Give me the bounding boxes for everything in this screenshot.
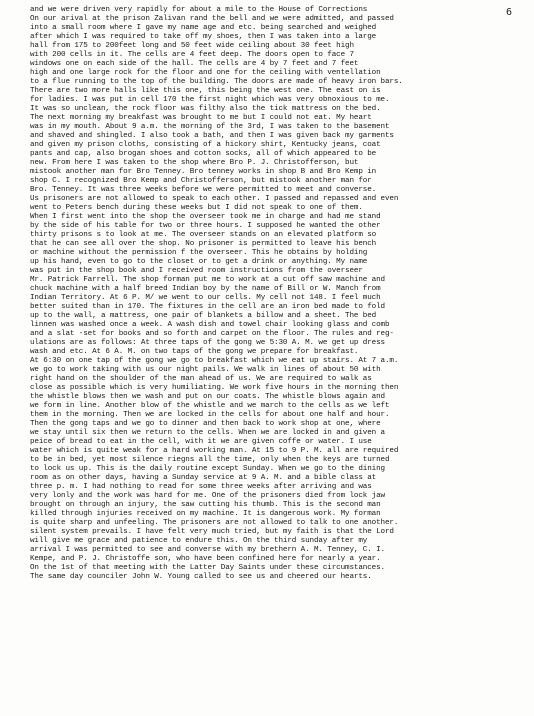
text-line: The same day counciler John W. Young called to see us and cheered our hearts. <box>30 573 372 581</box>
text-line: was put in the shop book and I received room instructions from the overseer <box>30 267 363 275</box>
text-line: ulations are as follows: At three taps of the gong we 5:30 A. M. we get up dress <box>30 339 385 347</box>
text-line: windows one on each side of the hall. The cells are 4 by 7 feet and 7 feet <box>30 60 359 68</box>
text-line: high and one large rock for the floor and one for the ceiling with ventellation <box>30 69 381 77</box>
text-line: thirty prisons s to look at me. The overseer stands on an elevated platform so <box>30 231 377 239</box>
text-line: to be in bed, yet most silence riegns all the time, only when the keys are turned <box>30 456 390 464</box>
text-line: by the side of his table for two or three hours. I supposed he wanted the other <box>30 222 381 230</box>
text-line: Then the gong taps and we go to dinner and then back to work shop at one, where <box>30 420 381 428</box>
text-line: we go to work taking with us our night pails. We walk in lines of about 50 with <box>30 366 381 374</box>
text-line: right hand on the shoulder of the man ahead of us. We are required to walk as <box>30 375 372 383</box>
text-line: mistook another man for Bro Tenney. Bro tenney works in shop B and Bro Kemp in <box>30 168 377 176</box>
text-line: and given my prison cloths, consisting of a hickory shirt, Kentucky jeans, coat <box>30 141 381 149</box>
journal-text-body <box>30 6 525 582</box>
text-line: with 200 cells in it. The cells are 4 feet deep. The doors open to face 7 <box>30 51 354 59</box>
text-line: that he can see all over the shop. No prisoner is permitted to leave his bench <box>30 240 377 248</box>
text-line: we stay until six then we return to the cells. When we are locked in and given a <box>30 429 385 437</box>
text-line: close as possible which is very humiliating. We work five hours in the morning then <box>30 384 399 392</box>
text-line: was in my mouth. About 9 a.m. the morning of the 3rd, I was taken to the basement <box>30 123 390 131</box>
text-line: is quite sharp and unfeeling. The prisoners are not allowed to talk to one another. <box>30 519 399 527</box>
text-line: There are two more halls like this one, this being the west one. The east on is <box>30 87 381 95</box>
text-line: better suited than in 170. The fixtures in the cell are an iron bed made to fold <box>30 303 385 311</box>
text-line: and we were driven very rapidly for about a mile to the House of Corrections <box>30 6 368 14</box>
text-line: brought on through an injury, the saw cutting his thumb. This is the second man <box>30 501 381 509</box>
text-line: chuck machine with a half breed Indian boy by the name of Bill or W. Manch from <box>30 285 381 293</box>
text-line: Bro. Tenney. It was three weeks before we were permitted to meet and converse. <box>30 186 377 194</box>
text-line: to lock us up. This is the daily routine except Sunday. When we go to the dining <box>30 465 385 473</box>
text-line: went to Peters bench during these weeks but I did not speak to one of them. <box>30 204 363 212</box>
text-line: Kempe, and P. J. Christoffe son, who have been confined here for nearly a year. <box>30 555 381 563</box>
text-line: and shaved and shingled. I also took a bath, and then I was given back my garments <box>30 132 394 140</box>
text-line: for ladies. I was put in cell 170 the first night which was very obnoxious to me. <box>30 96 390 104</box>
text-line: the whistle blows then we wash and put on our coats. The whistle blows again and <box>30 393 385 401</box>
text-line: new. From here I was taken to the shop where Bro P. J. Christofferson, but <box>30 159 359 167</box>
text-line: up to the wall, a mattress, one pair of blankets a billow and a sheet. The bed <box>30 312 377 320</box>
text-line: arrival I was permitted to see and converse with my brethern A. M. Tenney, C. I. <box>30 546 385 554</box>
text-line: or machine without the permission f the overseer. This he obtains by holding <box>30 249 368 257</box>
text-line: hall from 175 to 200feet long and 50 feet wide ceiling about 30 feet high <box>30 42 354 50</box>
text-line: The next morning my breakfast was brought to me but I could not eat. My heart <box>30 114 372 122</box>
text-line: On the 1st of that meeting with the Latter Day Saints under these circumstances. <box>30 564 385 572</box>
text-line: to a flue running to the top of the building. The doors are made of heavy iron bars. <box>30 78 403 86</box>
text-line: Indian Territory. At 6 P. M/ we went to our cells. My cell not 148. I feel much <box>30 294 381 302</box>
text-line: into a small room where I gave my name age and etc. being searched and weighed <box>30 24 377 32</box>
text-line: shop C. I recognized Bro Kemp and Christofferson, but mistook another man for <box>30 177 372 185</box>
text-line: Mr. Patrick Farrell. The shop forman put me to work at a cut off saw machine and <box>30 276 385 284</box>
text-line: It was so unclean, the rock floor was filthy also the tick mattress on the bed. <box>30 105 381 113</box>
text-line: pants and cap, also brogan shoes and cotton socks, all of which appeared to be <box>30 150 377 158</box>
text-line: On our arival at the prison Zalivan rand the bell and we were admitted, and passed <box>30 15 394 23</box>
text-line: very lonly and the work was hard for me. One of the prisoners died from lock jaw <box>30 492 385 500</box>
text-line: silent system prevails. I have felt very much tried, but my faith is that the Lord <box>30 528 394 536</box>
text-line: peice of bread to eat in the cell, with it we are given coffe or water. I use <box>30 438 372 446</box>
text-line: killed through injuries received on my machine. It is dangerous work. My forman <box>30 510 381 518</box>
text-line: water which is quite weak for a hard working man. At 15 to 9 P. M. all are required <box>30 447 399 455</box>
text-line: wash and etc. At 6 A. M. on two taps of the gong we prepare for breakfast. <box>30 348 359 356</box>
text-line: At 6:30 on one tap of the gong we go to breakfast which we eat up stairs. At 7 a.m. <box>30 357 399 365</box>
text-line: and a slat -set for books and so forth and carpet on the floor. The rules and reg- <box>30 330 394 338</box>
text-line: linnen was washed once a week. A wash dish and towel chair looking glass and comb <box>30 321 390 329</box>
text-line: after which I was required to take off my shoes, then I was taken into a large <box>30 33 377 41</box>
text-line: up his hand, even to go to the closet or to get a drink or anything. My name <box>30 258 368 266</box>
text-line: them in the morning. Then we are locked in the cells for about one half and hour. <box>30 411 390 419</box>
page-number: 6 <box>505 7 512 18</box>
text-line: we form in line. Another blow of the whistle and we march to the cells as we left <box>30 402 390 410</box>
text-line: three p. m. I had nothing to read for some three weeks after arriving and was <box>30 483 372 491</box>
text-line: will give me grace and patience to endure this. On the third sunday after my <box>30 537 368 545</box>
text-line: room as on other days, having a Sunday service at 9 A. M. and a bible class at <box>30 474 377 482</box>
text-line: When I first went into the shop the overseer took me in charge and had me stand <box>30 213 381 221</box>
text-line: Us prisoners are not allowed to speak to each other. I passed and repassed and even <box>30 195 399 203</box>
